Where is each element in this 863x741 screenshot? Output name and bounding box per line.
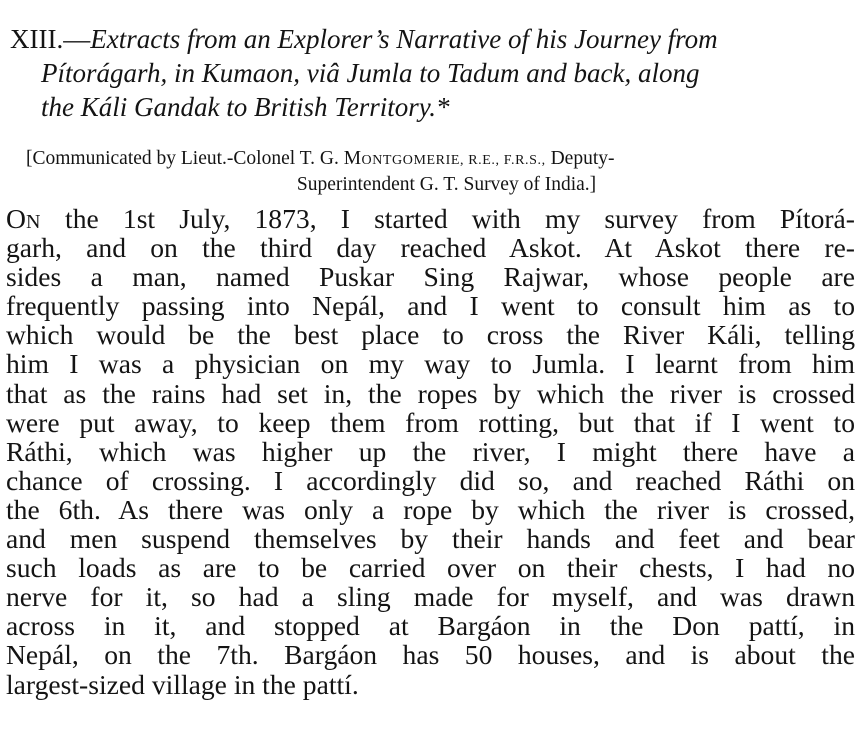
heading-title-line-2: Pítorágarh, in Kumaon, viâ Jumla to Tadum and back, along xyxy=(41,58,700,88)
communicated-prefix: [Communicated by Lieut.-Colonel T. G. xyxy=(26,148,339,169)
article-heading xyxy=(10,22,860,124)
paragraph-line: the 6th. As there was only a rope by which the river is crossed, xyxy=(6,493,855,525)
paragraph-line: were put away, to keep them from rotting, but that if I went to xyxy=(6,406,855,438)
paragraph-line: such loads as are to be carried over on their chests, I had no xyxy=(6,552,855,584)
communicated-by-note xyxy=(0,147,863,197)
paragraph-line: Nepál, on the 7th. Bargáon has 50 houses, and is about the xyxy=(6,639,855,671)
paragraph-line: sides a man, named Puskar Sing Rajwar, whose people are xyxy=(6,261,855,293)
communicated-suffix: Deputy- xyxy=(550,148,615,169)
article-number: XIII.— xyxy=(10,24,91,54)
heading-title-line-1: Extracts from an Explorer’s Narrative of his Journey from xyxy=(90,24,718,54)
paragraph-line-1 xyxy=(6,204,855,233)
paragraph-line: that as the rains had set in, the ropes by which the river is crossed xyxy=(6,377,855,409)
paragraph-line: and men suspend themselves by their hands and feet and bear xyxy=(6,523,855,555)
heading-line-1 xyxy=(10,22,860,56)
paragraph-line: which would be the best place to cross the River Káli, telling xyxy=(6,319,855,351)
narrative-paragraph xyxy=(6,204,855,699)
communicated-line-2: Superintendent G. T. Survey of India.] xyxy=(296,174,597,195)
paragraph-line: him I was a physician on my way to Jumla. I learnt from him xyxy=(6,348,855,380)
paragraph-line: garh, and on the third day reached Askot. At Askot there re- xyxy=(6,232,855,264)
paragraph-line-last: largest-sized village in the pattí. xyxy=(6,668,359,700)
communicator-honors: R.E., F.R.S., xyxy=(468,153,546,168)
heading-line-3 xyxy=(10,90,860,124)
paragraph-line: frequently passing into Nepál, and I went to consult him as to xyxy=(6,290,855,322)
communicator-name-rest: ONTGOMERIE xyxy=(361,153,461,168)
paragraph-line: across in it, and stopped at Bargáon in the Don pattí, in xyxy=(6,610,855,642)
paragraph-line: chance of crossing. I accordingly did so, and reached Ráthi on xyxy=(6,464,855,496)
paragraph-line: nerve for it, so had a sling made for myself, and was drawn xyxy=(6,581,855,613)
heading-line-2 xyxy=(10,56,860,90)
dropcap-rest: N xyxy=(25,211,41,233)
communicator-name-initial: M xyxy=(343,148,362,169)
dropcap-initial: O xyxy=(6,203,26,234)
heading-title-line-3: the Káli Gandak to British Territory.* xyxy=(41,92,450,122)
first-line-text: the 1st July, 1873, I started with my survey from Pítorá- xyxy=(40,203,855,234)
communicated-line-1: [Communicated by Lieut.-Colonel T. G. MONTGOMERIE, R.E., F.R.S., Deputy- xyxy=(26,148,615,169)
paragraph-line: Ráthi, which was higher up the river, I might there have a xyxy=(6,435,855,467)
